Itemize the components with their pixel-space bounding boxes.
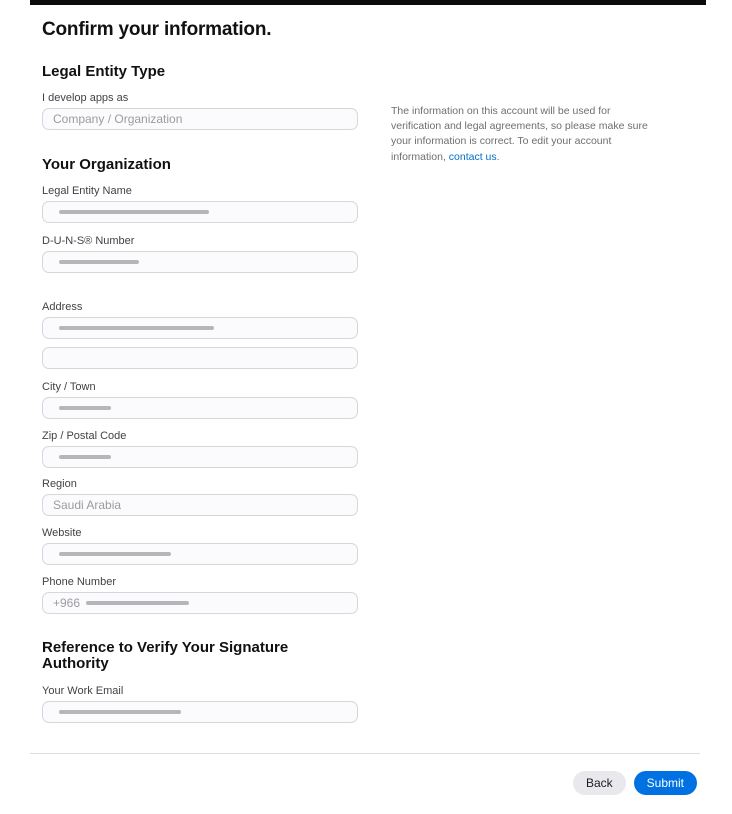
- redacted-value: [59, 455, 111, 459]
- region-input[interactable]: [42, 494, 358, 516]
- redacted-value: [59, 710, 181, 714]
- page-title: Confirm your information.: [42, 19, 272, 40]
- section-heading-legal-entity-type: Legal Entity Type: [42, 63, 166, 80]
- phone-country-code: +966: [53, 596, 81, 610]
- redacted-value: [59, 210, 209, 214]
- city-label: City / Town: [42, 381, 96, 393]
- address-label: Address: [42, 301, 83, 313]
- city-input[interactable]: [42, 397, 358, 419]
- note-text: The information on this account will be used for verification and legal agreements, so please make sure your information is correct. To edit your account information,: [391, 105, 648, 163]
- redacted-value: [59, 326, 214, 330]
- section-heading-your-organization: Your Organization: [42, 156, 171, 173]
- website-input[interactable]: [42, 543, 358, 565]
- zip-label: Zip / Postal Code: [42, 430, 127, 442]
- submit-button[interactable]: Submit: [634, 771, 697, 795]
- develop-as-label: I develop apps as: [42, 92, 129, 104]
- work-email-input[interactable]: [42, 701, 358, 723]
- legal-entity-name-label: Legal Entity Name: [42, 185, 132, 197]
- redacted-value: [59, 552, 171, 556]
- phone-label: Phone Number: [42, 576, 116, 588]
- footer-actions: [573, 771, 697, 795]
- phone-input[interactable]: [42, 592, 358, 614]
- duns-number-label: D-U-N-S® Number: [42, 235, 135, 247]
- footer-divider: [30, 753, 700, 754]
- address-line2-input[interactable]: [42, 347, 358, 369]
- form-column: [42, 0, 358, 723]
- duns-number-input[interactable]: [42, 251, 358, 273]
- section-heading-signature-authority: Reference to Verify Your Signature Authority: [42, 639, 289, 672]
- account-info-note: [391, 104, 663, 165]
- redacted-value: [59, 260, 139, 264]
- develop-as-input[interactable]: [42, 108, 358, 130]
- redacted-value: [59, 406, 111, 410]
- legal-entity-name-input[interactable]: [42, 201, 358, 223]
- back-button[interactable]: Back: [573, 771, 626, 795]
- region-label: Region: [42, 478, 77, 490]
- region-value: Saudi Arabia: [53, 498, 122, 512]
- contact-us-link[interactable]: contact us: [448, 150, 497, 163]
- zip-input[interactable]: [42, 446, 358, 468]
- redacted-value: [86, 601, 189, 605]
- website-label: Website: [42, 527, 82, 539]
- develop-as-placeholder: Company / Organization: [53, 112, 183, 126]
- work-email-label: Your Work Email: [42, 685, 124, 697]
- address-line1-input[interactable]: [42, 317, 358, 339]
- note-suffix: .: [496, 150, 500, 163]
